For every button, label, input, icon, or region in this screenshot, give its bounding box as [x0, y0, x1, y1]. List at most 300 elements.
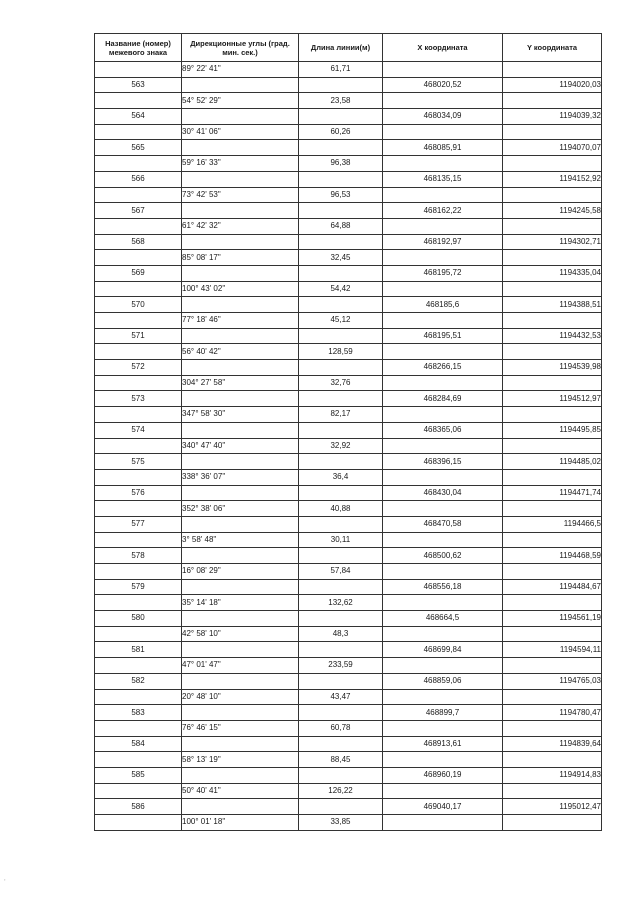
point-y: 1194485,02 [503, 454, 602, 470]
point-y: 1194245,58 [503, 203, 602, 219]
segment-length: 23,58 [299, 93, 383, 109]
empty-cell [95, 313, 182, 329]
point-row [95, 454, 602, 470]
scan-mark: , [4, 876, 6, 882]
point-y: 1194152,92 [503, 171, 602, 187]
empty-cell [299, 516, 383, 532]
point-x: 468192,97 [383, 234, 503, 250]
point-x: 468960,19 [383, 767, 503, 783]
empty-cell [299, 203, 383, 219]
point-row [95, 516, 602, 532]
point-x: 468899,7 [383, 705, 503, 721]
segment-row [95, 313, 602, 329]
empty-cell [299, 422, 383, 438]
segment-row [95, 407, 602, 423]
point-row [95, 485, 602, 501]
point-name: 569 [95, 265, 182, 281]
point-y: 1194484,67 [503, 579, 602, 595]
empty-cell [182, 611, 299, 627]
empty-cell [95, 124, 182, 140]
segment-length: 43,47 [299, 689, 383, 705]
empty-cell [95, 658, 182, 674]
segment-angle: 20° 48' 10" [182, 689, 299, 705]
segment-row [95, 532, 602, 548]
empty-cell [383, 658, 503, 674]
segment-row [95, 124, 602, 140]
segment-length: 60,78 [299, 720, 383, 736]
empty-cell [299, 109, 383, 125]
segment-row [95, 595, 602, 611]
empty-cell [299, 391, 383, 407]
point-y: 1195012,47 [503, 799, 602, 815]
empty-cell [383, 156, 503, 172]
empty-cell [95, 689, 182, 705]
segment-angle: 61° 42' 32" [182, 218, 299, 234]
empty-cell [182, 736, 299, 752]
empty-cell [503, 218, 602, 234]
segment-length: 128,59 [299, 344, 383, 360]
point-y: 1194388,51 [503, 297, 602, 313]
empty-cell [383, 438, 503, 454]
point-y: 1194020,03 [503, 77, 602, 93]
point-y: 1194335,04 [503, 265, 602, 281]
empty-cell [95, 218, 182, 234]
point-y: 1194070,07 [503, 140, 602, 156]
segment-row [95, 250, 602, 266]
segment-angle: 54° 52' 29" [182, 93, 299, 109]
point-y: 1194512,97 [503, 391, 602, 407]
segment-length: 40,88 [299, 501, 383, 517]
point-y: 1194495,85 [503, 422, 602, 438]
segment-length: 54,42 [299, 281, 383, 297]
empty-cell [299, 799, 383, 815]
point-row [95, 391, 602, 407]
segment-angle: 73° 42' 53" [182, 187, 299, 203]
empty-cell [95, 344, 182, 360]
point-x: 468135,15 [383, 171, 503, 187]
empty-cell [95, 626, 182, 642]
point-row [95, 265, 602, 281]
empty-cell [182, 485, 299, 501]
point-x: 468699,84 [383, 642, 503, 658]
empty-cell [503, 156, 602, 172]
empty-cell [383, 93, 503, 109]
segment-row [95, 783, 602, 799]
empty-cell [182, 77, 299, 93]
point-name: 572 [95, 360, 182, 376]
empty-cell [503, 752, 602, 768]
point-y: 1194468,59 [503, 548, 602, 564]
empty-cell [95, 250, 182, 266]
empty-cell [299, 297, 383, 313]
point-x: 468500,62 [383, 548, 503, 564]
empty-cell [299, 642, 383, 658]
empty-cell [299, 360, 383, 376]
segment-length: 45,12 [299, 313, 383, 329]
empty-cell [95, 501, 182, 517]
header-y: Y координата [503, 34, 602, 62]
empty-cell [95, 187, 182, 203]
point-y: 1194466,5 [503, 516, 602, 532]
header-x: X координата [383, 34, 503, 62]
point-name: 570 [95, 297, 182, 313]
point-row [95, 705, 602, 721]
empty-cell [383, 720, 503, 736]
empty-cell [95, 375, 182, 391]
segment-length: 60,26 [299, 124, 383, 140]
point-x: 468396,15 [383, 454, 503, 470]
point-row [95, 203, 602, 219]
segment-row [95, 752, 602, 768]
segment-angle: 16° 08' 29" [182, 564, 299, 580]
empty-cell [182, 328, 299, 344]
empty-cell [182, 548, 299, 564]
segment-row [95, 689, 602, 705]
point-name: 575 [95, 454, 182, 470]
empty-cell [503, 720, 602, 736]
empty-cell [503, 187, 602, 203]
empty-cell [95, 815, 182, 831]
segment-length: 33,85 [299, 815, 383, 831]
empty-cell [299, 328, 383, 344]
table-body [95, 62, 602, 831]
empty-cell [383, 532, 503, 548]
point-x: 468085,91 [383, 140, 503, 156]
point-name: 564 [95, 109, 182, 125]
point-x: 468020,52 [383, 77, 503, 93]
empty-cell [503, 344, 602, 360]
point-name: 577 [95, 516, 182, 532]
point-row [95, 642, 602, 658]
segment-row [95, 626, 602, 642]
empty-cell [503, 313, 602, 329]
point-x: 468034,09 [383, 109, 503, 125]
segment-angle: 76° 46' 15" [182, 720, 299, 736]
segment-length: 30,11 [299, 532, 383, 548]
segment-row [95, 564, 602, 580]
empty-cell [503, 532, 602, 548]
empty-cell [503, 783, 602, 799]
empty-cell [95, 469, 182, 485]
segment-length: 88,45 [299, 752, 383, 768]
segment-angle: 100° 01' 18" [182, 815, 299, 831]
header-angles: Дирекционные углы (град. мин. сек.) [182, 34, 299, 62]
segment-row [95, 658, 602, 674]
header-length: Длина линии(м) [299, 34, 383, 62]
point-name: 584 [95, 736, 182, 752]
empty-cell [383, 626, 503, 642]
point-x: 468195,51 [383, 328, 503, 344]
segment-angle: 347° 58' 30" [182, 407, 299, 423]
point-y: 1194765,03 [503, 673, 602, 689]
empty-cell [95, 532, 182, 548]
empty-cell [503, 250, 602, 266]
segment-angle: 352° 38' 06" [182, 501, 299, 517]
segment-angle: 59° 16' 33" [182, 156, 299, 172]
empty-cell [95, 720, 182, 736]
empty-cell [383, 281, 503, 297]
empty-cell [95, 438, 182, 454]
empty-cell [299, 705, 383, 721]
point-x: 468913,61 [383, 736, 503, 752]
empty-cell [182, 171, 299, 187]
empty-cell [383, 564, 503, 580]
segment-row [95, 501, 602, 517]
point-x: 468664,5 [383, 611, 503, 627]
segment-length: 48,3 [299, 626, 383, 642]
segment-length: 96,53 [299, 187, 383, 203]
empty-cell [299, 611, 383, 627]
point-row [95, 360, 602, 376]
empty-cell [182, 705, 299, 721]
empty-cell [503, 689, 602, 705]
point-x: 468284,69 [383, 391, 503, 407]
empty-cell [182, 234, 299, 250]
point-row [95, 297, 602, 313]
segment-row [95, 375, 602, 391]
empty-cell [383, 313, 503, 329]
point-row [95, 799, 602, 815]
segment-length: 64,88 [299, 218, 383, 234]
point-y: 1194594,11 [503, 642, 602, 658]
empty-cell [503, 62, 602, 78]
empty-cell [383, 595, 503, 611]
empty-cell [383, 407, 503, 423]
segment-angle: 50° 40' 41" [182, 783, 299, 799]
segment-angle: 304° 27' 58" [182, 375, 299, 391]
point-x: 468195,72 [383, 265, 503, 281]
point-y: 1194432,53 [503, 328, 602, 344]
empty-cell [299, 485, 383, 501]
segment-length: 32,45 [299, 250, 383, 266]
point-row [95, 548, 602, 564]
segment-angle: 340° 47' 40" [182, 438, 299, 454]
empty-cell [503, 281, 602, 297]
empty-cell [299, 767, 383, 783]
empty-cell [182, 391, 299, 407]
point-name: 586 [95, 799, 182, 815]
segment-row [95, 438, 602, 454]
point-row [95, 328, 602, 344]
empty-cell [95, 595, 182, 611]
segment-length: 126,22 [299, 783, 383, 799]
empty-cell [503, 626, 602, 642]
point-name: 571 [95, 328, 182, 344]
segment-row [95, 469, 602, 485]
point-row [95, 579, 602, 595]
point-name: 576 [95, 485, 182, 501]
point-y: 1194302,71 [503, 234, 602, 250]
empty-cell [95, 407, 182, 423]
empty-cell [182, 140, 299, 156]
point-y: 1194914,83 [503, 767, 602, 783]
empty-cell [182, 799, 299, 815]
point-name: 580 [95, 611, 182, 627]
point-name: 566 [95, 171, 182, 187]
empty-cell [503, 815, 602, 831]
segment-angle: 42° 58' 10" [182, 626, 299, 642]
point-name: 579 [95, 579, 182, 595]
segment-row [95, 62, 602, 78]
empty-cell [299, 673, 383, 689]
segment-angle: 56° 40' 42" [182, 344, 299, 360]
point-x: 468430,04 [383, 485, 503, 501]
point-name: 567 [95, 203, 182, 219]
empty-cell [182, 109, 299, 125]
segment-angle: 85° 08' 17" [182, 250, 299, 266]
empty-cell [383, 501, 503, 517]
empty-cell [299, 265, 383, 281]
segment-row [95, 93, 602, 109]
empty-cell [95, 783, 182, 799]
point-name: 583 [95, 705, 182, 721]
empty-cell [182, 360, 299, 376]
empty-cell [503, 469, 602, 485]
empty-cell [95, 281, 182, 297]
point-name: 573 [95, 391, 182, 407]
segment-angle: 30° 41' 06" [182, 124, 299, 140]
segment-row [95, 156, 602, 172]
empty-cell [182, 579, 299, 595]
empty-cell [503, 438, 602, 454]
empty-cell [503, 93, 602, 109]
point-y: 1194839,64 [503, 736, 602, 752]
empty-cell [182, 297, 299, 313]
point-y: 1194471,74 [503, 485, 602, 501]
segment-row [95, 815, 602, 831]
segment-length: 32,76 [299, 375, 383, 391]
point-row [95, 171, 602, 187]
empty-cell [95, 752, 182, 768]
empty-cell [299, 171, 383, 187]
point-name: 582 [95, 673, 182, 689]
empty-cell [299, 454, 383, 470]
empty-cell [383, 218, 503, 234]
empty-cell [503, 501, 602, 517]
segment-length: 82,17 [299, 407, 383, 423]
point-name: 565 [95, 140, 182, 156]
empty-cell [503, 375, 602, 391]
segment-angle: 338° 36' 07" [182, 469, 299, 485]
empty-cell [383, 124, 503, 140]
segment-angle: 35° 14' 18" [182, 595, 299, 611]
segment-angle: 100° 43' 02" [182, 281, 299, 297]
point-row [95, 673, 602, 689]
empty-cell [182, 516, 299, 532]
empty-cell [299, 77, 383, 93]
empty-cell [182, 767, 299, 783]
segment-angle: 3° 58' 48" [182, 532, 299, 548]
coordinates-table [94, 33, 602, 831]
empty-cell [383, 752, 503, 768]
empty-cell [383, 689, 503, 705]
point-x: 468859,06 [383, 673, 503, 689]
point-x: 468162,22 [383, 203, 503, 219]
point-x: 468266,15 [383, 360, 503, 376]
empty-cell [383, 815, 503, 831]
point-y: 1194561,19 [503, 611, 602, 627]
point-name: 585 [95, 767, 182, 783]
point-y: 1194039,32 [503, 109, 602, 125]
point-x: 468365,06 [383, 422, 503, 438]
point-x: 469040,17 [383, 799, 503, 815]
empty-cell [503, 564, 602, 580]
segment-angle: 77° 18' 46" [182, 313, 299, 329]
empty-cell [182, 265, 299, 281]
empty-cell [503, 658, 602, 674]
empty-cell [383, 375, 503, 391]
segment-angle: 47° 01' 47" [182, 658, 299, 674]
point-name: 574 [95, 422, 182, 438]
point-row [95, 109, 602, 125]
empty-cell [95, 564, 182, 580]
point-row [95, 611, 602, 627]
empty-cell [182, 454, 299, 470]
empty-cell [182, 673, 299, 689]
point-row [95, 422, 602, 438]
table-header [95, 34, 602, 62]
point-row [95, 767, 602, 783]
point-row [95, 736, 602, 752]
empty-cell [95, 62, 182, 78]
point-name: 563 [95, 77, 182, 93]
segment-row [95, 720, 602, 736]
empty-cell [182, 203, 299, 219]
segment-length: 36,4 [299, 469, 383, 485]
segment-row [95, 187, 602, 203]
empty-cell [299, 736, 383, 752]
empty-cell [182, 642, 299, 658]
segment-row [95, 218, 602, 234]
empty-cell [383, 62, 503, 78]
empty-cell [95, 93, 182, 109]
segment-row [95, 344, 602, 360]
segment-row [95, 281, 602, 297]
segment-length: 96,38 [299, 156, 383, 172]
empty-cell [383, 344, 503, 360]
empty-cell [383, 250, 503, 266]
empty-cell [182, 422, 299, 438]
empty-cell [383, 469, 503, 485]
empty-cell [383, 783, 503, 799]
segment-length: 233,59 [299, 658, 383, 674]
segment-angle: 89° 22' 41" [182, 62, 299, 78]
point-x: 468556,18 [383, 579, 503, 595]
empty-cell [95, 156, 182, 172]
segment-length: 32,92 [299, 438, 383, 454]
segment-length: 132,62 [299, 595, 383, 611]
point-y: 1194539,98 [503, 360, 602, 376]
header-name: Название (номер) межевого знака [95, 34, 182, 62]
empty-cell [503, 124, 602, 140]
segment-length: 57,84 [299, 564, 383, 580]
point-name: 568 [95, 234, 182, 250]
point-name: 581 [95, 642, 182, 658]
point-name: 578 [95, 548, 182, 564]
segment-angle: 58° 13' 19" [182, 752, 299, 768]
point-row [95, 77, 602, 93]
point-x: 468470,58 [383, 516, 503, 532]
point-x: 468185,6 [383, 297, 503, 313]
segment-length: 61,71 [299, 62, 383, 78]
point-row [95, 234, 602, 250]
point-y: 1194780,47 [503, 705, 602, 721]
empty-cell [299, 140, 383, 156]
point-row [95, 140, 602, 156]
empty-cell [299, 234, 383, 250]
empty-cell [299, 579, 383, 595]
empty-cell [299, 548, 383, 564]
